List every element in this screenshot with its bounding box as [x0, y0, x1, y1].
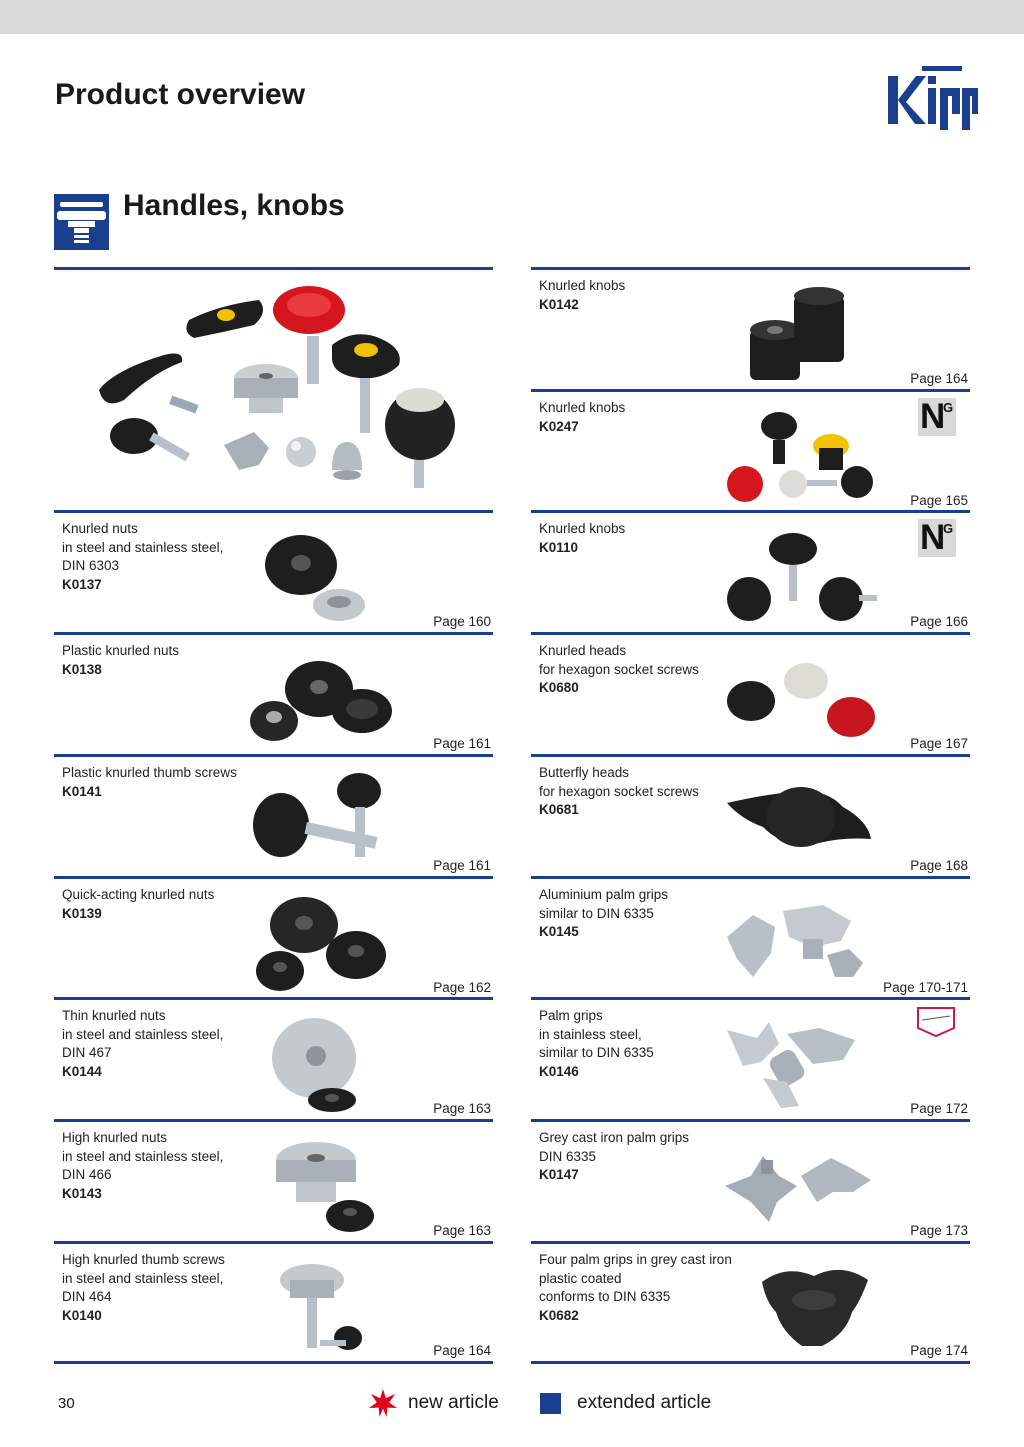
page-reference[interactable]: Page 167 — [910, 736, 968, 751]
product-cell-k0681[interactable] — [531, 754, 970, 876]
page-reference[interactable]: Page 162 — [433, 980, 491, 995]
product-desc-line: Palm grips — [539, 1008, 603, 1023]
quick-acting-nut-image — [252, 891, 392, 995]
product-cell-k0140[interactable] — [54, 1241, 493, 1361]
product-cell-k0141[interactable] — [54, 754, 493, 876]
product-desc-line: Knurled knobs — [539, 521, 626, 536]
product-cell-k0142[interactable] — [531, 267, 970, 389]
product-desc-line: Butterfly heads — [539, 765, 630, 780]
plastic-knurled-nut-image — [244, 649, 404, 749]
page-reference[interactable]: Page 173 — [910, 1223, 968, 1238]
stainless-palm-grip-image — [723, 1018, 873, 1114]
product-cell-k0138[interactable] — [54, 632, 493, 754]
cast-iron-palm-grip-image — [721, 1146, 881, 1236]
page-reference[interactable]: Page 161 — [433, 736, 491, 751]
product-code: K0137 — [62, 576, 102, 592]
product-cell-k0110[interactable] — [531, 510, 970, 632]
product-desc-line: Thin knurled nuts — [62, 1008, 166, 1023]
product-desc-line: in steel and stainless steel, — [62, 1026, 224, 1042]
page-reference[interactable]: Page 164 — [910, 371, 968, 386]
plastic-coated-palm-grip-image — [756, 1260, 876, 1354]
thin-knurled-nut-image — [266, 1014, 376, 1116]
knurled-nut-image — [259, 527, 379, 627]
product-code: K0682 — [539, 1307, 579, 1323]
product-collage-image — [54, 270, 493, 514]
product-desc-line: in stainless steel, — [539, 1026, 642, 1042]
knurled-head-image — [723, 655, 883, 745]
product-code: K0143 — [62, 1185, 102, 1201]
red-star-icon — [368, 1388, 398, 1418]
bottom-divider-right — [531, 1361, 970, 1364]
top-bar — [0, 0, 1024, 34]
product-code: K0142 — [539, 296, 579, 312]
product-cell-k0247[interactable] — [531, 389, 970, 511]
product-desc-line: in steel and stainless steel, — [62, 1148, 224, 1164]
aluminium-palm-grip-image — [723, 897, 883, 993]
plastic-thumb-screw-image — [249, 769, 389, 873]
high-thumb-screw-image — [276, 1258, 376, 1358]
legend-extended-label: extended article — [577, 1392, 712, 1413]
product-desc-line: conforms to DIN 6335 — [539, 1289, 671, 1304]
ng-badge: N G — [918, 398, 956, 436]
page-reference[interactable]: Page 163 — [433, 1223, 491, 1238]
page-reference[interactable]: Page 166 — [910, 614, 968, 629]
product-cell-k0137[interactable] — [54, 510, 493, 632]
product-desc-line: in steel and stainless steel, — [62, 1270, 224, 1286]
product-cell-k0143[interactable] — [54, 1119, 493, 1241]
blue-square-icon — [540, 1393, 561, 1414]
product-code: K0247 — [539, 418, 579, 434]
page-reference[interactable]: Page 168 — [910, 858, 968, 873]
page-reference[interactable]: Page 165 — [910, 493, 968, 508]
hero-product-collage — [54, 267, 493, 511]
product-cell-k0682[interactable] — [531, 1241, 970, 1361]
product-code: K0141 — [62, 783, 102, 799]
product-desc-line: High knurled nuts — [62, 1130, 168, 1145]
product-desc-line: Knurled knobs — [539, 278, 626, 293]
product-cell-k0680[interactable] — [531, 632, 970, 754]
product-desc-line: plastic coated — [539, 1270, 622, 1286]
product-cell-k0147[interactable] — [531, 1119, 970, 1241]
legend-new-article — [368, 1388, 499, 1418]
product-code: K0146 — [539, 1063, 579, 1079]
product-desc-line: DIN 6303 — [62, 558, 120, 573]
product-desc-line: Knurled nuts — [62, 521, 138, 536]
page-number: 30 — [58, 1395, 75, 1412]
bottom-divider-left — [54, 1361, 493, 1364]
page-reference[interactable]: Page 174 — [910, 1343, 968, 1358]
page-reference[interactable]: Page 161 — [433, 858, 491, 873]
product-code: K0138 — [62, 661, 102, 677]
product-desc-line: Quick-acting knurled nuts — [62, 887, 215, 902]
knurled-knob-colored-image — [723, 404, 883, 508]
product-desc-line: in steel and stainless steel, — [62, 539, 224, 555]
product-code: K0140 — [62, 1307, 102, 1323]
stainless-steel-badge — [916, 1006, 956, 1038]
butterfly-head-image — [723, 777, 883, 867]
product-desc-line: Knurled knobs — [539, 400, 626, 415]
product-desc-line: DIN 466 — [62, 1167, 112, 1182]
product-code: K0681 — [539, 802, 579, 817]
product-desc-line: Four palm grips in grey cast iron — [539, 1252, 732, 1267]
product-code: K0144 — [62, 1063, 102, 1079]
knob-icon — [54, 194, 109, 250]
product-desc-line: similar to DIN 6335 — [539, 1045, 654, 1060]
kipp-logo — [886, 62, 978, 130]
product-cell-k0146[interactable] — [531, 997, 970, 1119]
product-desc-line: DIN 467 — [62, 1045, 112, 1060]
product-desc-line: Grey cast iron palm grips — [539, 1130, 690, 1145]
page-reference[interactable]: Page 172 — [910, 1101, 968, 1116]
product-code: K0139 — [62, 905, 102, 921]
page-reference[interactable]: Page 170-171 — [883, 980, 968, 995]
product-desc-line: DIN 6335 — [539, 1148, 597, 1164]
page-title: Product overview — [55, 78, 306, 111]
ng-badge: N G — [918, 519, 956, 557]
knurled-knob-image — [746, 286, 856, 386]
knurled-knob-black-image — [723, 525, 883, 629]
product-cell-k0139[interactable] — [54, 876, 493, 998]
product-desc-line: for hexagon socket screws — [539, 783, 699, 799]
product-cell-k0145[interactable] — [531, 876, 970, 998]
product-desc-line: DIN 464 — [62, 1289, 112, 1304]
page-reference[interactable]: Page 160 — [433, 614, 491, 629]
page-reference[interactable]: Page 163 — [433, 1101, 491, 1116]
product-desc-line: Plastic knurled thumb screws — [62, 765, 237, 780]
legend-extended-article — [540, 1392, 711, 1414]
product-code: K0147 — [539, 1167, 579, 1182]
product-desc-line: for hexagon socket screws — [539, 661, 699, 677]
legend-new-label: new article — [408, 1392, 499, 1413]
product-cell-k0144[interactable] — [54, 997, 493, 1119]
page-reference[interactable]: Page 164 — [433, 1343, 491, 1358]
product-desc-line: Knurled heads — [539, 643, 627, 658]
product-desc-line: Aluminium palm grips — [539, 887, 669, 902]
high-knurled-nut-image — [272, 1134, 382, 1238]
product-code: K0680 — [539, 680, 579, 695]
product-code: K0110 — [539, 539, 579, 555]
product-desc-line: Plastic knurled nuts — [62, 643, 180, 658]
product-desc-line: High knurled thumb screws — [62, 1252, 225, 1267]
section-title: Handles, knobs — [123, 189, 345, 222]
product-desc-line: similar to DIN 6335 — [539, 905, 654, 921]
product-code: K0145 — [539, 924, 579, 939]
